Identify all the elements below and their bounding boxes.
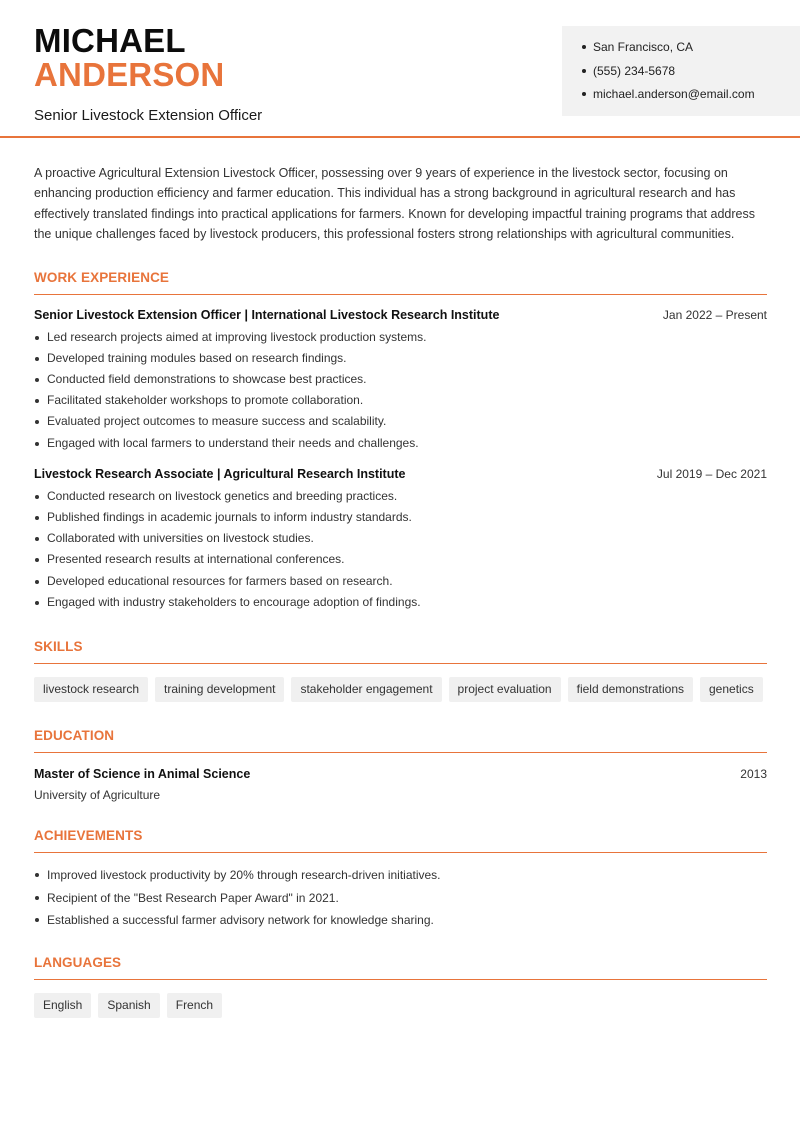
skill-tag: field demonstrations	[568, 677, 693, 702]
degree: Master of Science in Animal Science	[34, 767, 251, 782]
job-bullets	[34, 486, 767, 613]
list-item: Collaborated with universities on livestock studies.	[34, 528, 767, 549]
job-title: Senior Livestock Extension Officer | International Livestock Research Institute	[34, 307, 500, 322]
job-header	[34, 308, 767, 322]
contact-location	[582, 38, 800, 62]
first-name: MICHAEL	[34, 22, 186, 59]
job-entry	[34, 308, 767, 454]
skill-tag: livestock research	[34, 677, 148, 702]
contact-phone	[582, 62, 800, 86]
job-dates: Jan 2022 – Present	[662, 307, 767, 322]
education-entry	[34, 767, 767, 802]
list-item: Published findings in academic journals to inform industry standards.	[34, 507, 767, 528]
list-item: Improved livestock productivity by 20% through research-driven initiatives.	[34, 864, 767, 887]
list-item: Recipient of the "Best Research Paper Award" in 2021.	[34, 887, 767, 910]
section-title-work: WORK EXPERIENCE	[34, 270, 767, 295]
summary: A proactive Agricultural Extension Livestock Officer, possessing over 9 years of experience in the livestock sector, focusing on enhancing production efficiency and farmer education. This individual has a strong background in agricultural research and has effectively translated findings into practical applications for farmers. Known for developing impactful training programs that address the unique challenges faced by livestock producers, this professional fosters strong relationships with agricultural communities.	[34, 166, 755, 242]
section-title-achievements: ACHIEVEMENTS	[34, 828, 767, 853]
school: University of Agriculture	[34, 788, 161, 803]
skill-tag: project evaluation	[449, 677, 561, 702]
skill-tag: training development	[155, 677, 284, 702]
language-tag: English	[34, 993, 91, 1018]
list-item: Presented research results at international conferences.	[34, 549, 767, 570]
list-item: Engaged with local farmers to understand their needs and challenges.	[34, 433, 767, 454]
name-block	[34, 24, 262, 124]
achievements-section	[34, 828, 767, 932]
email-text: michael.anderson@email.com	[593, 87, 755, 101]
phone-text: (555) 234-5678	[593, 63, 676, 78]
bullet-icon	[582, 69, 586, 73]
bullet-icon	[582, 92, 586, 96]
section-title-languages: LANGUAGES	[34, 955, 767, 980]
job-title: Livestock Research Associate | Agricultural Research Institute	[34, 466, 406, 481]
education-header	[34, 767, 767, 781]
languages-section	[34, 955, 767, 1018]
location-text: San Francisco, CA	[593, 40, 694, 54]
language-tags	[34, 993, 767, 1018]
list-item: Conducted field demonstrations to showcase best practices.	[34, 369, 767, 390]
skill-tag: genetics	[700, 677, 763, 702]
job-header	[34, 467, 767, 481]
contact-email	[582, 85, 800, 109]
list-item: Evaluated project outcomes to measure success and scalability.	[34, 411, 767, 432]
graduation-year: 2013	[740, 767, 767, 782]
list-item: Engaged with industry stakeholders to encourage adoption of findings.	[34, 592, 767, 613]
job-entry	[34, 467, 767, 613]
list-item: Developed educational resources for farmers based on research.	[34, 571, 767, 592]
education-section	[34, 728, 767, 802]
list-item: Facilitated stakeholder workshops to promote collaboration.	[34, 390, 767, 411]
skills-tags	[34, 677, 767, 702]
section-title-skills: SKILLS	[34, 639, 767, 664]
work-section	[34, 270, 767, 613]
language-tag: French	[167, 993, 222, 1018]
contact-box	[562, 26, 800, 116]
language-tag: Spanish	[98, 993, 159, 1018]
list-item: Developed training modules based on research findings.	[34, 348, 767, 369]
job-dates: Jul 2019 – Dec 2021	[656, 466, 767, 481]
list-item: Conducted research on livestock genetics and breeding practices.	[34, 486, 767, 507]
list-item: Led research projects aimed at improving livestock production systems.	[34, 327, 767, 348]
job-role: Senior Livestock Extension Officer	[34, 107, 263, 124]
last-name: ANDERSON	[34, 56, 225, 93]
resume-header	[0, 0, 800, 138]
job-bullets	[34, 327, 767, 454]
skills-section	[34, 639, 767, 702]
resume-body	[34, 163, 767, 1018]
bullet-icon	[582, 45, 586, 49]
list-item: Established a successful farmer advisory network for knowledge sharing.	[34, 909, 767, 932]
section-title-education: EDUCATION	[34, 728, 767, 753]
achievements-list	[34, 864, 767, 932]
skill-tag: stakeholder engagement	[291, 677, 441, 702]
